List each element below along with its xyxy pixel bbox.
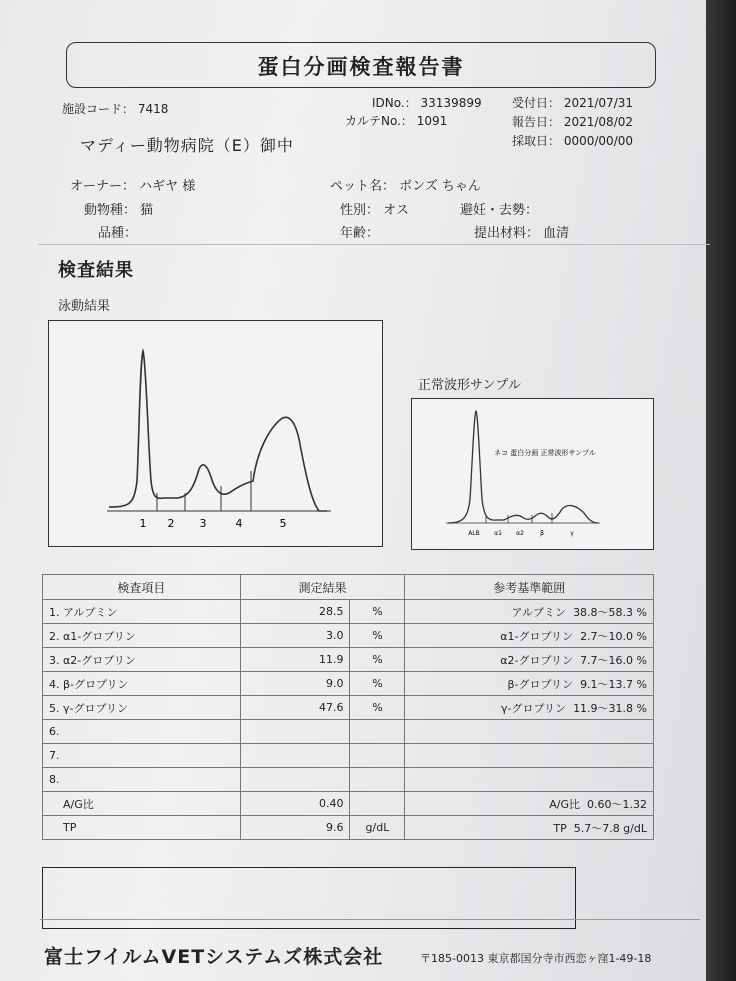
cell-item [43,648,241,672]
cell-unit [350,816,405,840]
cell-unit [350,648,405,672]
cell-item [43,696,241,720]
sample-label-beta: β [540,530,544,537]
sample-label: 正常波形サンプル [418,378,521,393]
age [340,222,379,241]
sample-curve-svg [412,399,653,549]
row-ref-name: α2-グロブリン [500,653,574,667]
row-no: 3. [49,653,60,667]
cell-unit [350,744,405,768]
table-row [43,744,654,768]
id-no [372,94,482,111]
row-no: 5. [49,701,60,715]
species-label: 動物種： [84,203,137,218]
neuter-label: 避妊・去勢： [460,203,539,218]
pet-name [330,175,481,194]
cell-ref [405,720,654,744]
cell-item [43,624,241,648]
row-no: 2. [49,629,60,643]
cell-unit [350,792,405,816]
received-value: 2021/07/31 [563,96,634,110]
cell-ref [405,792,654,816]
row-ref-range: 2.7～10.0 % [580,629,647,643]
sample-curve [448,411,598,523]
cell-value [240,720,350,744]
cell-value [240,816,350,840]
sex-value: オス [383,203,410,218]
sample-label-alb: ALB [468,530,480,537]
cell-item [43,744,241,768]
row-item: α1-グロブリン [63,629,136,643]
row-unit: % [372,629,383,642]
row-value: 47.6 [318,701,344,714]
karte-label: カルテNo.： [345,114,413,128]
breed-label: 品種： [98,226,138,241]
cell-unit [350,672,405,696]
cell-item [43,816,241,840]
cell-value [240,672,350,696]
row-item: TP [63,821,77,834]
clinic-name: マディー動物病院（E）御中 [80,136,294,155]
table-row [43,768,654,792]
cell-unit [350,720,405,744]
cell-value [240,648,350,672]
report-label: 報告日： [512,115,561,129]
background-edge [706,0,736,981]
electro-label-1: 1 [139,517,147,530]
row-ref-range: 11.9～31.8 % [573,701,647,715]
cell-value [240,768,350,792]
row-unit: % [372,677,383,690]
cell-value [240,624,350,648]
table-row [43,792,654,816]
table-body [43,600,654,840]
row-no: 6. [49,725,60,738]
cell-ref [405,624,654,648]
neuter [460,199,538,218]
row-value: 9.0 [325,677,344,690]
electro-label-5: 5 [279,517,287,530]
owner [70,175,195,194]
company-name: 富士フイルムVETシステムズ株式会社 [44,946,384,968]
row-ref-name: TP [553,821,567,835]
row-item: アルブミン [63,605,118,619]
cell-unit [350,600,405,624]
row-ref-name: β-グロブリン [507,677,574,691]
report-value: 2021/08/02 [563,115,634,129]
cell-ref [405,672,654,696]
cell-ref [405,816,654,840]
age-label: 年齢： [340,226,380,241]
cell-value [240,744,350,768]
pet-value: ボンズ ちゃん [399,179,481,194]
table-row [43,624,654,648]
row-ref-name: アルブミン [511,605,567,619]
row-item: β-グロブリン [63,677,129,691]
row-item: γ-グロブリン [63,701,129,715]
divider [38,244,710,245]
material [474,222,569,241]
id-label: IDNo.： [372,96,417,110]
header-result: 測定結果 [240,575,405,600]
header-item: 検査項目 [43,575,241,600]
row-ref-range: 9.1～13.7 % [580,677,647,691]
row-value: 0.40 [318,797,344,810]
row-ref-name: α1-グロブリン [500,629,574,643]
cell-item [43,672,241,696]
row-unit: g/dL [365,821,390,834]
row-value: 28.5 [318,605,344,618]
owner-value: ハギヤ 様 [139,179,196,194]
electro-chart [48,320,383,547]
facility-code-value: 7418 [137,102,169,116]
cell-unit [350,624,405,648]
row-value: 9.6 [325,821,344,834]
species-value: 猫 [140,203,154,218]
row-ref-name: A/G比 [549,797,581,811]
facility-code [62,100,168,117]
row-unit: % [372,653,383,666]
row-no: 4. [49,677,60,691]
pet-label: ペット名： [330,179,396,194]
material-label: 提出材料： [474,226,540,241]
breed [98,222,137,241]
received-label: 受付日： [512,96,561,110]
id-value: 33139899 [420,96,482,110]
cell-value [240,792,350,816]
row-ref-range: 7.7～16.0 % [580,653,647,667]
cell-item [43,720,241,744]
title-box [66,42,656,88]
cell-ref [405,648,654,672]
cell-value [240,600,350,624]
owner-label: オーナー： [70,179,136,194]
results-table [42,574,654,840]
species [84,199,153,218]
collected-date [512,132,633,149]
row-no: 1. [49,605,60,619]
report-title: 蛋白分画検査報告書 [257,55,465,79]
row-ref-range: 0.60～1.32 [587,797,647,811]
row-ref-name: γ-グロブリン [501,701,567,715]
electro-curve-svg [49,321,382,546]
cell-ref [405,744,654,768]
row-no: 8. [49,773,60,786]
electro-curve [109,351,327,511]
row-item: A/G比 [63,797,94,811]
row-no: 7. [49,749,60,762]
karte-value: 1091 [416,114,448,128]
table-row [43,720,654,744]
sample-inner-title: ネコ 蛋白分画 正常波形サンプル [494,449,596,457]
section-title: 検査結果 [58,260,134,281]
cell-ref [405,600,654,624]
electro-label-3: 3 [199,517,207,530]
sample-label-gamma: γ [570,530,574,537]
cell-item [43,768,241,792]
table-row [43,648,654,672]
electro-label: 泳動結果 [58,299,111,314]
collected-value: 0000/00/00 [563,134,634,148]
facility-code-label: 施設コード： [62,102,135,116]
row-ref-range: 38.8～58.3 % [573,605,647,619]
row-unit: % [372,701,383,714]
company-address: 〒185-0013 東京都国分寺市西恋ヶ窪1-49-18 [420,952,652,965]
report-date [512,113,633,130]
table-row [43,600,654,624]
cell-ref [405,696,654,720]
cell-ref [405,768,654,792]
electro-label-2: 2 [167,517,175,530]
collected-label: 採取日： [512,134,561,148]
sample-chart [411,398,654,550]
cell-item [43,600,241,624]
cell-value [240,696,350,720]
row-ref-range: 5.7～7.8 g/dL [573,821,647,835]
table-header-row [43,575,654,600]
sample-label-a2: α2 [516,530,524,537]
row-value: 11.9 [318,653,344,666]
karte-no [345,112,447,129]
row-value: 3.0 [325,629,344,642]
material-value: 血清 [543,226,570,241]
cell-unit [350,768,405,792]
sex [340,199,409,218]
footer-divider [40,919,700,920]
cell-unit [350,696,405,720]
sex-label: 性別： [340,203,380,218]
cell-item [43,792,241,816]
table-row [43,672,654,696]
row-unit: % [372,605,383,618]
row-item: α2-グロブリン [63,653,136,667]
table-row [43,816,654,840]
sample-label-a1: α1 [494,530,502,537]
received-date [512,94,633,111]
header-ref: 参考基準範囲 [405,575,654,600]
table-row [43,696,654,720]
electro-label-4: 4 [235,517,243,530]
